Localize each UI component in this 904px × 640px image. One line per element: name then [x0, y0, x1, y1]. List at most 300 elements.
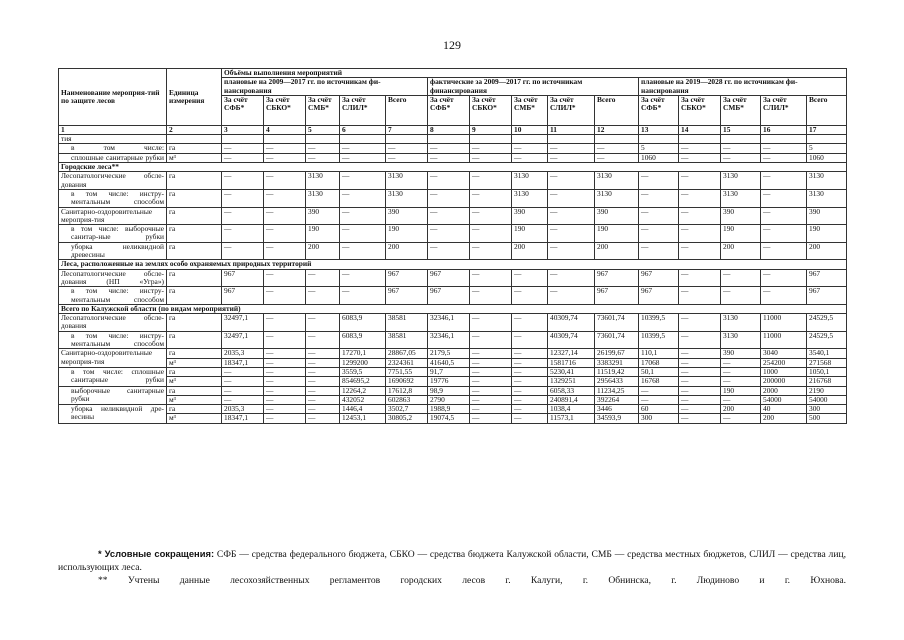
value-cell: —: [264, 367, 306, 376]
value-cell: —: [639, 242, 679, 260]
value-cell: —: [470, 314, 512, 332]
value-cell: —: [264, 414, 306, 423]
value-cell: 2035,3: [222, 405, 264, 414]
value-cell: [761, 135, 807, 144]
value-cell: —: [470, 331, 512, 349]
unit-cell: м³: [167, 153, 222, 162]
header-unit: Единица измерения: [167, 69, 222, 126]
value-cell: —: [721, 153, 761, 162]
header-source-cell: Всего: [595, 95, 639, 125]
value-cell: —: [679, 207, 721, 225]
value-cell: [512, 135, 548, 144]
value-cell: 54000: [761, 395, 807, 404]
value-cell: —: [264, 172, 306, 190]
value-cell: 38581: [386, 314, 428, 332]
value-cell: —: [386, 153, 428, 162]
header-source-cell: За счёт СБКО*: [264, 95, 306, 125]
header-source-cell: За счёт СБКО*: [679, 95, 721, 125]
value-cell: 19074,5: [428, 414, 470, 423]
value-cell: —: [639, 207, 679, 225]
value-cell: 110,1: [639, 349, 679, 358]
row-label: Лесопатологические обсле-дования (НП «Угра»): [59, 269, 167, 287]
value-cell: 11000: [761, 314, 807, 332]
value-cell: —: [306, 331, 340, 349]
value-cell: 271568: [807, 358, 847, 367]
value-cell: 300: [807, 405, 847, 414]
value-cell: —: [470, 414, 512, 423]
header-source-cell: За счёт СМБ*: [721, 95, 761, 125]
value-cell: —: [721, 367, 761, 376]
value-cell: 32346,1: [428, 314, 470, 332]
value-cell: —: [761, 207, 807, 225]
row-label: в том числе: сплошные санитарные рубки: [59, 367, 167, 386]
value-cell: 3502,7: [386, 405, 428, 414]
value-cell: 50,1: [639, 367, 679, 376]
value-cell: —: [595, 144, 639, 153]
value-cell: 967: [807, 269, 847, 287]
value-cell: —: [470, 349, 512, 358]
table-row: [59, 172, 847, 190]
value-cell: 190: [721, 386, 761, 395]
value-cell: [386, 135, 428, 144]
value-cell: 1690692: [386, 377, 428, 386]
value-cell: —: [306, 405, 340, 414]
unit-cell: га: [167, 386, 222, 395]
value-cell: 967: [639, 269, 679, 287]
value-cell: 41640,5: [428, 358, 470, 367]
value-cell: —: [761, 172, 807, 190]
value-cell: —: [264, 269, 306, 287]
value-cell: [428, 135, 470, 144]
value-cell: 190: [807, 225, 847, 243]
value-cell: —: [306, 349, 340, 358]
value-cell: 40309,74: [548, 314, 595, 332]
value-cell: 34593,9: [595, 414, 639, 423]
value-cell: —: [548, 287, 595, 305]
value-cell: —: [595, 153, 639, 162]
value-cell: —: [721, 269, 761, 287]
value-cell: 3130: [721, 314, 761, 332]
value-cell: —: [264, 405, 306, 414]
row-label: в том числе: выборочные санитар-ные рубки: [59, 225, 167, 243]
column-number-cell: 4: [264, 125, 306, 134]
value-cell: —: [306, 367, 340, 376]
value-cell: —: [306, 269, 340, 287]
header-source-cell: За счёт СФБ*: [428, 95, 470, 125]
value-cell: —: [264, 225, 306, 243]
value-cell: —: [264, 314, 306, 332]
value-cell: 11000: [761, 331, 807, 349]
value-cell: 200: [761, 414, 807, 423]
value-cell: 40309,74: [548, 331, 595, 349]
value-cell: —: [222, 395, 264, 404]
value-cell: —: [512, 367, 548, 376]
section-heading-row: [59, 304, 847, 313]
value-cell: —: [428, 172, 470, 190]
value-cell: —: [264, 386, 306, 395]
value-cell: 190: [721, 225, 761, 243]
value-cell: 11234,25: [595, 386, 639, 395]
table-row: [59, 386, 847, 395]
value-cell: —: [470, 386, 512, 395]
unit-cell: га: [167, 331, 222, 349]
value-cell: 3540,1: [807, 349, 847, 358]
value-cell: 2000: [761, 386, 807, 395]
unit-cell: га: [167, 207, 222, 225]
value-cell: —: [470, 358, 512, 367]
value-cell: 200: [721, 242, 761, 260]
header-volumes: Объёмы выполнения мероприятий: [222, 69, 847, 78]
value-cell: —: [548, 207, 595, 225]
table-row: [59, 367, 847, 376]
value-cell: —: [222, 189, 264, 207]
value-cell: —: [428, 242, 470, 260]
value-cell: —: [428, 207, 470, 225]
table-row: [59, 395, 847, 404]
value-cell: —: [761, 144, 807, 153]
value-cell: 200: [595, 242, 639, 260]
value-cell: 2324361: [386, 358, 428, 367]
value-cell: [340, 135, 386, 144]
value-cell: 6058,33: [548, 386, 595, 395]
value-cell: 200: [512, 242, 548, 260]
value-cell: —: [470, 242, 512, 260]
value-cell: 32497,1: [222, 331, 264, 349]
value-cell: [807, 135, 847, 144]
value-cell: —: [306, 414, 340, 423]
value-cell: —: [264, 144, 306, 153]
value-cell: 38581: [386, 331, 428, 349]
value-cell: 2035,3: [222, 349, 264, 358]
value-cell: 390: [807, 207, 847, 225]
value-cell: —: [222, 377, 264, 386]
value-cell: 2790: [428, 395, 470, 404]
value-cell: 3130: [595, 189, 639, 207]
value-cell: 240891,4: [548, 395, 595, 404]
value-cell: —: [222, 207, 264, 225]
value-cell: 12264,2: [340, 386, 386, 395]
row-label: в том числе: инстру-ментальным способом: [59, 331, 167, 349]
column-number-cell: 9: [470, 125, 512, 134]
header-plan-2009: плановые на 2009—2017 гг. по источникам фи-нансирования: [222, 78, 428, 96]
value-cell: 40: [761, 405, 807, 414]
value-cell: 26199,67: [595, 349, 639, 358]
value-cell: —: [639, 225, 679, 243]
value-cell: —: [761, 287, 807, 305]
value-cell: 200000: [761, 377, 807, 386]
value-cell: 3130: [306, 172, 340, 190]
value-cell: 3130: [386, 172, 428, 190]
section-heading: Леса, расположенные на землях особо охраняемых природных территорий: [59, 260, 847, 269]
column-number-cell: 2: [167, 125, 222, 134]
value-cell: 1038,4: [548, 405, 595, 414]
value-cell: —: [340, 172, 386, 190]
value-cell: —: [222, 242, 264, 260]
value-cell: —: [512, 287, 548, 305]
value-cell: —: [679, 225, 721, 243]
value-cell: 390: [721, 349, 761, 358]
value-cell: 216768: [807, 377, 847, 386]
header-measure: Наименование мероприя-тий по защите лесов: [59, 69, 167, 126]
value-cell: 3130: [721, 172, 761, 190]
value-cell: —: [679, 377, 721, 386]
value-cell: —: [340, 269, 386, 287]
value-cell: —: [470, 287, 512, 305]
header-source-cell: За счёт СЛИЛ*: [761, 95, 807, 125]
value-cell: —: [512, 144, 548, 153]
value-cell: —: [306, 144, 340, 153]
value-cell: 5: [639, 144, 679, 153]
value-cell: 967: [639, 287, 679, 305]
value-cell: 967: [595, 269, 639, 287]
page-number: 129: [443, 38, 461, 52]
header-source-cell: За счёт СМБ*: [306, 95, 340, 125]
value-cell: 30805,2: [386, 414, 428, 423]
value-cell: 967: [222, 287, 264, 305]
header-source-cell: За счёт СБКО*: [470, 95, 512, 125]
value-cell: —: [721, 414, 761, 423]
value-cell: 3130: [386, 189, 428, 207]
value-cell: 854695,2: [340, 377, 386, 386]
value-cell: 1050,1: [807, 367, 847, 376]
value-cell: 1299200: [340, 358, 386, 367]
value-cell: —: [264, 287, 306, 305]
value-cell: —: [548, 172, 595, 190]
value-cell: 18347,1: [222, 358, 264, 367]
table-row: [59, 153, 847, 162]
table-row: [59, 269, 847, 287]
value-cell: 2190: [807, 386, 847, 395]
value-cell: 3559,5: [340, 367, 386, 376]
value-cell: —: [306, 153, 340, 162]
value-cell: —: [512, 349, 548, 358]
unit-cell: га: [167, 225, 222, 243]
value-cell: 500: [807, 414, 847, 423]
unit-cell: м³: [167, 395, 222, 404]
value-cell: —: [428, 189, 470, 207]
value-cell: —: [264, 242, 306, 260]
value-cell: —: [679, 153, 721, 162]
value-cell: 3383291: [595, 358, 639, 367]
value-cell: 200: [386, 242, 428, 260]
value-cell: —: [679, 367, 721, 376]
value-cell: —: [340, 189, 386, 207]
footnote-abbreviations: [58, 547, 846, 574]
value-cell: —: [470, 269, 512, 287]
column-number-cell: 7: [386, 125, 428, 134]
value-cell: [721, 135, 761, 144]
value-cell: —: [470, 207, 512, 225]
value-cell: —: [222, 153, 264, 162]
column-number-cell: 8: [428, 125, 470, 134]
row-label: Санитарно-оздоровительные мероприя-тия: [59, 349, 167, 368]
value-cell: —: [222, 367, 264, 376]
table-row: [59, 377, 847, 386]
value-cell: 91,7: [428, 367, 470, 376]
value-cell: —: [679, 386, 721, 395]
value-cell: 200: [306, 242, 340, 260]
unit-cell: м³: [167, 414, 222, 423]
value-cell: 3130: [721, 331, 761, 349]
row-label: уборка неликвидной дре-весины: [59, 405, 167, 424]
unit-cell: га: [167, 349, 222, 358]
value-cell: —: [761, 153, 807, 162]
row-label: в том числе: инстру-ментальным способом: [59, 189, 167, 207]
value-cell: 967: [386, 269, 428, 287]
header-source-cell: За счёт СФБ*: [222, 95, 264, 125]
table-row: [59, 349, 847, 358]
value-cell: 1060: [807, 153, 847, 162]
column-number-cell: 13: [639, 125, 679, 134]
value-cell: 6083,9: [340, 331, 386, 349]
value-cell: —: [222, 172, 264, 190]
value-cell: —: [679, 405, 721, 414]
value-cell: —: [222, 144, 264, 153]
value-cell: —: [340, 144, 386, 153]
value-cell: 17612,8: [386, 386, 428, 395]
table-row: [59, 414, 847, 423]
value-cell: 200: [807, 242, 847, 260]
value-cell: —: [340, 207, 386, 225]
value-cell: —: [340, 242, 386, 260]
value-cell: 3130: [721, 189, 761, 207]
table-row: [59, 242, 847, 260]
header-source-cell: За счёт СЛИЛ*: [340, 95, 386, 125]
value-cell: 602863: [386, 395, 428, 404]
value-cell: —: [639, 172, 679, 190]
unit-cell: га: [167, 287, 222, 305]
value-cell: 1000: [761, 367, 807, 376]
unit-cell: м³: [167, 377, 222, 386]
value-cell: —: [512, 269, 548, 287]
value-cell: —: [428, 153, 470, 162]
value-cell: 254200: [761, 358, 807, 367]
value-cell: 17068: [639, 358, 679, 367]
value-cell: —: [512, 377, 548, 386]
value-cell: [222, 135, 264, 144]
row-label: сплошные санитарные рубки: [59, 153, 167, 162]
value-cell: 11573,1: [548, 414, 595, 423]
table-row: [59, 189, 847, 207]
value-cell: 3040: [761, 349, 807, 358]
value-cell: —: [470, 144, 512, 153]
value-cell: 1581716: [548, 358, 595, 367]
header-source-cell: Всего: [386, 95, 428, 125]
value-cell: 3446: [595, 405, 639, 414]
value-cell: —: [306, 377, 340, 386]
table-row: [59, 331, 847, 349]
footnote-urban-forests: ** Учтены данные лесохозяйственных регламентов городских лесов г. Калуги, г. Обнинска, г. Людиново и г. Юхнова.: [98, 575, 846, 586]
column-number-cell: 16: [761, 125, 807, 134]
value-cell: 390: [306, 207, 340, 225]
value-cell: —: [340, 153, 386, 162]
value-cell: —: [306, 287, 340, 305]
value-cell: 28867,05: [386, 349, 428, 358]
table-row: [59, 135, 847, 144]
value-cell: —: [761, 225, 807, 243]
table-header: [59, 69, 847, 135]
value-cell: —: [470, 189, 512, 207]
value-cell: —: [222, 225, 264, 243]
column-numbers-row: [59, 125, 847, 134]
column-number-cell: 1: [59, 125, 167, 134]
value-cell: 19776: [428, 377, 470, 386]
unit-cell: га: [167, 269, 222, 287]
value-cell: —: [639, 395, 679, 404]
value-cell: 54000: [807, 395, 847, 404]
unit-cell: м³: [167, 358, 222, 367]
value-cell: —: [470, 367, 512, 376]
column-number-cell: 12: [595, 125, 639, 134]
value-cell: 390: [595, 207, 639, 225]
value-cell: 12453,1: [340, 414, 386, 423]
value-cell: —: [512, 405, 548, 414]
value-cell: —: [264, 207, 306, 225]
value-cell: —: [548, 269, 595, 287]
value-cell: 390: [721, 207, 761, 225]
value-cell: —: [721, 358, 761, 367]
value-cell: 2956433: [595, 377, 639, 386]
value-cell: 32497,1: [222, 314, 264, 332]
value-cell: 967: [428, 269, 470, 287]
column-number-cell: 10: [512, 125, 548, 134]
column-number-cell: 17: [807, 125, 847, 134]
value-cell: 16768: [639, 377, 679, 386]
value-cell: 24529,5: [807, 314, 847, 332]
section-heading-row: [59, 260, 847, 269]
header-fact-2009: фактические за 2009—2017 гг. по источникам финансирования: [428, 78, 639, 96]
value-cell: 3130: [595, 172, 639, 190]
value-cell: [548, 135, 595, 144]
unit-cell: га: [167, 242, 222, 260]
value-cell: 190: [595, 225, 639, 243]
value-cell: —: [721, 377, 761, 386]
unit-cell: [167, 135, 222, 144]
column-number-cell: 5: [306, 125, 340, 134]
value-cell: —: [428, 144, 470, 153]
value-cell: —: [679, 331, 721, 349]
value-cell: —: [264, 377, 306, 386]
value-cell: —: [548, 225, 595, 243]
row-label: Санитарно-оздоровительные мероприя-тия: [59, 207, 167, 225]
value-cell: 3130: [512, 189, 548, 207]
value-cell: —: [761, 189, 807, 207]
footnotes: [58, 547, 846, 587]
row-label: в том числе:: [59, 144, 167, 153]
value-cell: —: [512, 358, 548, 367]
header-source-cell: За счёт СФБ*: [639, 95, 679, 125]
value-cell: —: [679, 349, 721, 358]
value-cell: [679, 135, 721, 144]
value-cell: —: [264, 395, 306, 404]
header-plan-2019: плановые на 2019—2028 гг. по источникам фи-нансирования: [639, 78, 847, 96]
row-label: тия: [59, 135, 167, 144]
value-cell: 190: [306, 225, 340, 243]
value-cell: 98,9: [428, 386, 470, 395]
unit-cell: га: [167, 172, 222, 190]
value-cell: —: [340, 287, 386, 305]
value-cell: 390: [512, 207, 548, 225]
value-cell: 73601,74: [595, 314, 639, 332]
value-cell: 60: [639, 405, 679, 414]
value-cell: —: [470, 405, 512, 414]
value-cell: —: [470, 225, 512, 243]
value-cell: —: [512, 395, 548, 404]
value-cell: 967: [222, 269, 264, 287]
forest-protection-table: [58, 68, 847, 424]
value-cell: 967: [807, 287, 847, 305]
value-cell: 300: [639, 414, 679, 423]
